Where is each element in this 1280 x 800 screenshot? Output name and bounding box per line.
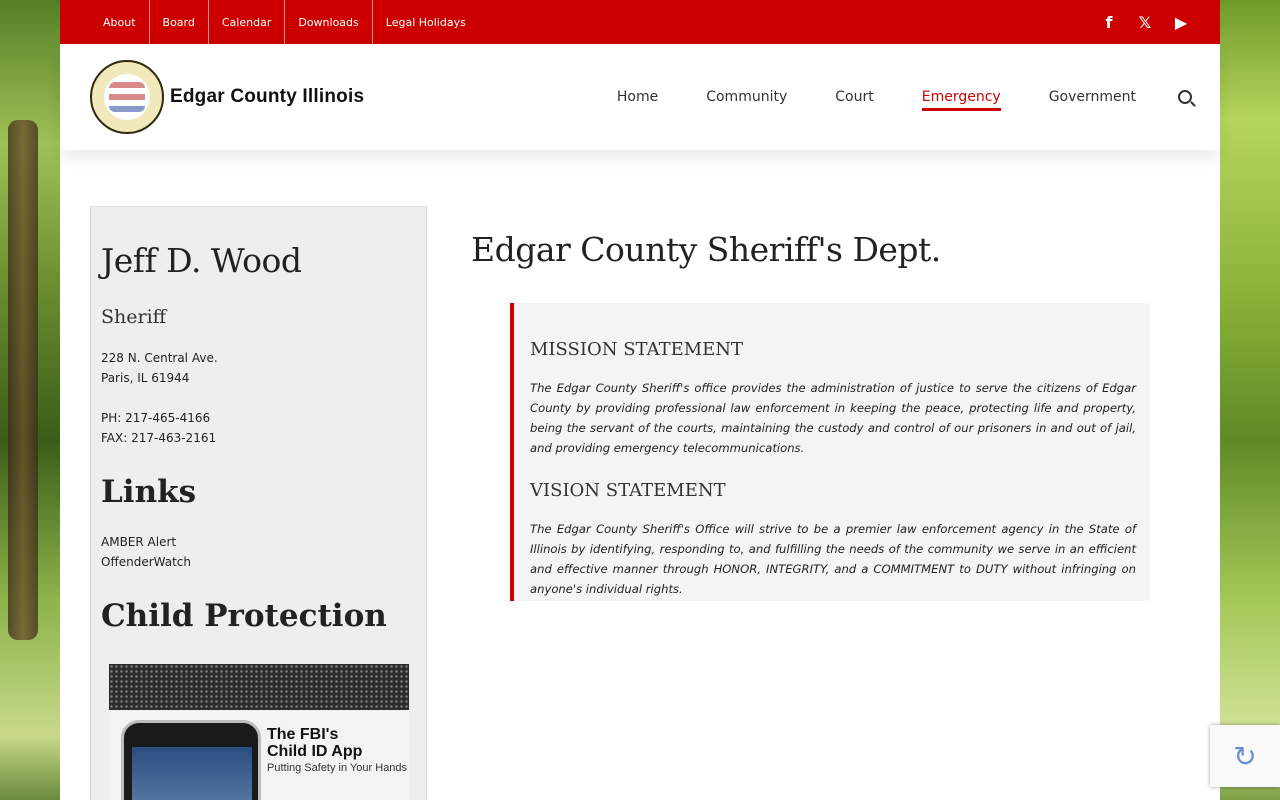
app-title-line-1: The FBI's [267,726,339,743]
top-nav-calendar[interactable]: Calendar [209,0,285,44]
top-bar [60,0,1220,44]
recaptcha-icon: ↻ [1233,739,1257,773]
top-nav [90,0,479,44]
county-seal-logo [90,60,164,134]
contact-block [101,408,416,448]
fbi-child-id-app-banner[interactable] [109,664,409,800]
main-nav [617,44,1192,150]
background-right [1220,0,1280,800]
page-title: Edgar County Sheriff's Dept. [471,230,941,269]
link-amber-alert[interactable]: AMBER Alert [101,535,177,549]
sheriff-title: Sheriff [101,306,167,328]
top-nav-legal-holidays[interactable]: Legal Holidays [385,15,466,29]
top-nav-board[interactable]: Board [150,0,209,44]
top-nav-downloads[interactable]: Downloads [285,0,372,44]
banner-mesh-pattern [109,664,409,710]
link-offenderwatch[interactable]: OffenderWatch [101,555,191,569]
content-area [60,150,1220,800]
phone-image [121,720,261,800]
address-line-1: 228 N. Central Ave. [101,351,218,365]
fax-number: FAX: 217-463-2161 [101,431,217,445]
nav-court[interactable]: Court [835,89,874,105]
statement-box [510,303,1150,601]
vision-text: The Edgar County Sheriff's Office will strive to be a premier law enforcement agency in the State of Illinois by identifying, responding to, and fulfilling the needs of the community we serve in an efficient and effective manner through HONOR, INTEGRITY, and a COMMITMENT to DUTY without infringing on anyone's individual rights. [530,522,1136,596]
child-protection-heading: Child Protection [101,598,387,634]
nav-community[interactable]: Community [706,89,788,105]
site-name: Edgar County Illinois [170,86,365,107]
app-title-line-2: Child ID App [267,743,363,760]
links-list [101,532,416,572]
links-heading: Links [101,474,197,510]
top-nav-about[interactable]: About [90,0,150,44]
vision-heading: VISION STATEMENT [530,480,726,501]
facebook-icon[interactable]: f [1105,12,1113,32]
phone-number: PH: 217-465-4166 [101,411,211,425]
mission-text: The Edgar County Sheriff's office provides the administration of justice to serve the citizens of Edgar County by providing professional law enforcement in keeping the peace, protecting life and property, being the servant of the courts, maintaining the custody and control of our prisoners in and out of jail, and providing emergency telecommunications. [530,381,1136,455]
sheriff-name: Jeff D. Wood [101,241,302,280]
sidebar [90,206,427,800]
address-block [101,348,416,388]
social-links [1100,13,1190,31]
nav-home[interactable]: Home [616,89,659,105]
background-left [0,0,60,800]
brand[interactable] [90,60,364,134]
app-title [267,726,362,760]
x-twitter-icon[interactable]: 𝕏 [1138,12,1152,32]
search-icon[interactable] [1178,90,1192,104]
mission-heading: MISSION STATEMENT [530,339,744,360]
youtube-icon[interactable]: ▶ [1174,12,1188,32]
site-header [60,44,1220,150]
app-tagline: Putting Safety in Your Hands [267,762,408,774]
recaptcha-badge[interactable] [1210,725,1280,787]
nav-government[interactable]: Government [1048,89,1136,105]
page-container [60,0,1220,800]
address-line-2: Paris, IL 61944 [101,371,190,385]
nav-emergency[interactable]: Emergency [922,44,1001,150]
